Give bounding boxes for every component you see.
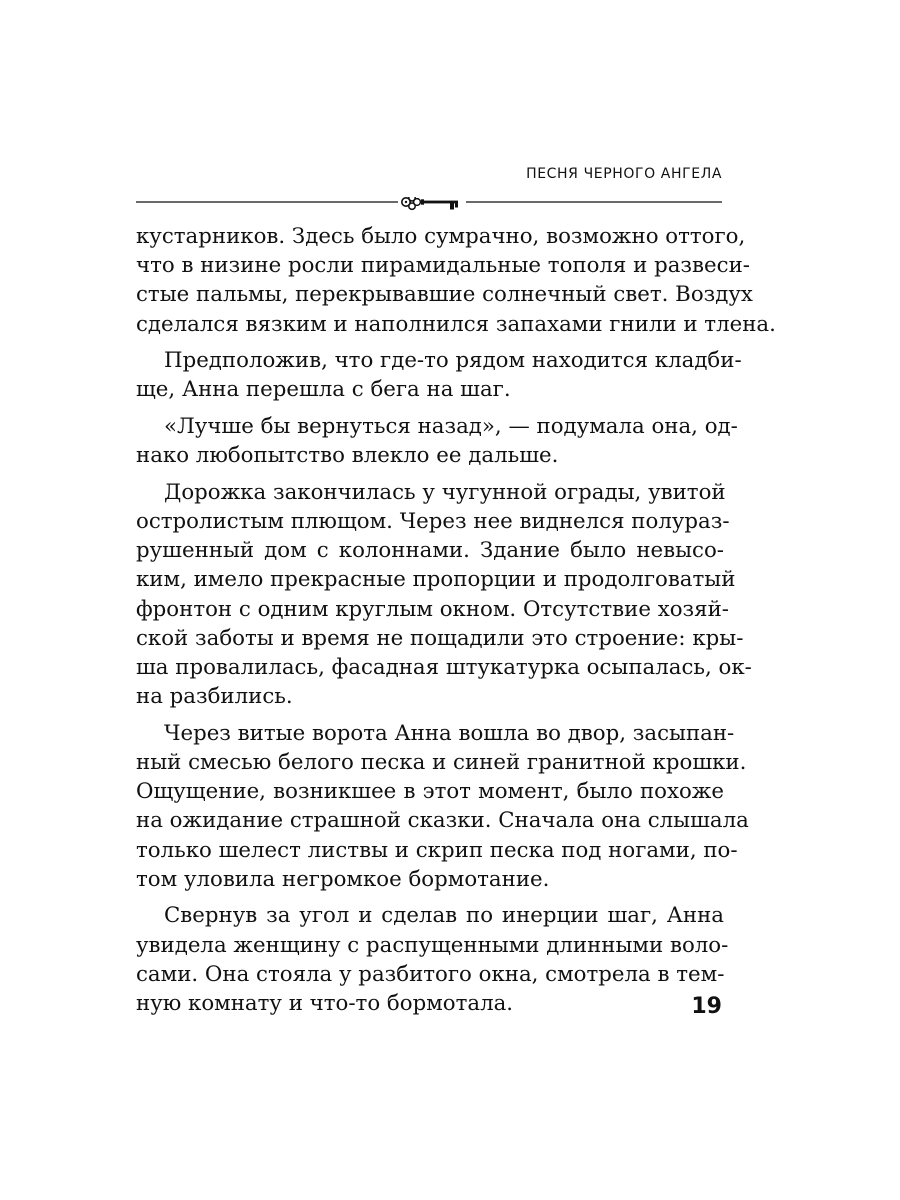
text-line: ким, имело прекрасные пропорции и продолговатый [136, 567, 736, 593]
text-line: ную комнату и что-то бормотала. [136, 991, 514, 1017]
text-line: Через витые ворота Анна вошла во двор, засыпан- [164, 720, 735, 746]
text-line: ный смесью белого песка и синей гранитной крошки. [136, 750, 747, 776]
text-line: нако любопытство влекло ее дальше. [136, 443, 559, 469]
paragraph [136, 719, 749, 894]
text-line: том уловила негромкое бормотание. [136, 866, 550, 892]
text-line: Свернув за угол и сделав по инерции шаг, Анна [164, 903, 724, 929]
key-icon [402, 197, 458, 210]
text-line: ще, Анна перешла с бега на шаг. [136, 377, 511, 403]
text-line: Предположив, что где-то рядом находится кладби- [164, 348, 742, 374]
page-number: 19 [691, 994, 722, 1019]
text-line: Дорожка закончилась у чугунной ограды, увитой [164, 479, 726, 505]
paragraph [136, 346, 742, 404]
header-rule [136, 197, 722, 213]
text-line: на ожидание страшной сказки. Сначала она слышала [136, 808, 749, 834]
text-line: на разбились. [136, 684, 293, 710]
text-line: увидела женщину с распущенными длинными воло- [136, 932, 729, 958]
text-line: рушенный дом с колоннами. Здание было невысо- [136, 538, 724, 564]
text-line: кустарников. Здесь было сумрачно, возможно оттого, [136, 224, 746, 249]
text-line: стые пальмы, перекрывавшие солнечный свет. Воздух [136, 282, 753, 308]
text-line: остролистым плющом. Через нее виднелся полураз- [136, 509, 730, 534]
text-line: ша провалилась, фасадная штукатурка осыпалась, ок- [136, 655, 752, 681]
body-text [136, 222, 776, 1026]
text-line: только шелест листвы и скрип песка под ногами, по- [136, 837, 738, 863]
text-line: ской заботы и время не пощадили это строение: кры- [136, 625, 744, 651]
running-title: ПЕСНЯ ЧЕРНОГО АНГЕЛА [526, 166, 722, 182]
text-line: что в низине росли пирамидальные тополя и развеси- [136, 253, 750, 279]
paragraph [136, 412, 738, 470]
text-line: сделался вязким и наполнился запахами гнили и тлена. [136, 311, 776, 337]
paragraph [136, 222, 776, 339]
text-line: сами. Она стояла у разбитого окна, смотрела в тем- [136, 961, 725, 987]
text-line: «Лучше бы вернуться назад», — подумала она, од- [164, 414, 738, 439]
text-line: фронтон с одним круглым окном. Отсутствие хозяй- [136, 596, 729, 622]
text-line: Ощущение, возникшее в этот момент, было похоже [136, 779, 724, 805]
paragraph [136, 478, 752, 712]
